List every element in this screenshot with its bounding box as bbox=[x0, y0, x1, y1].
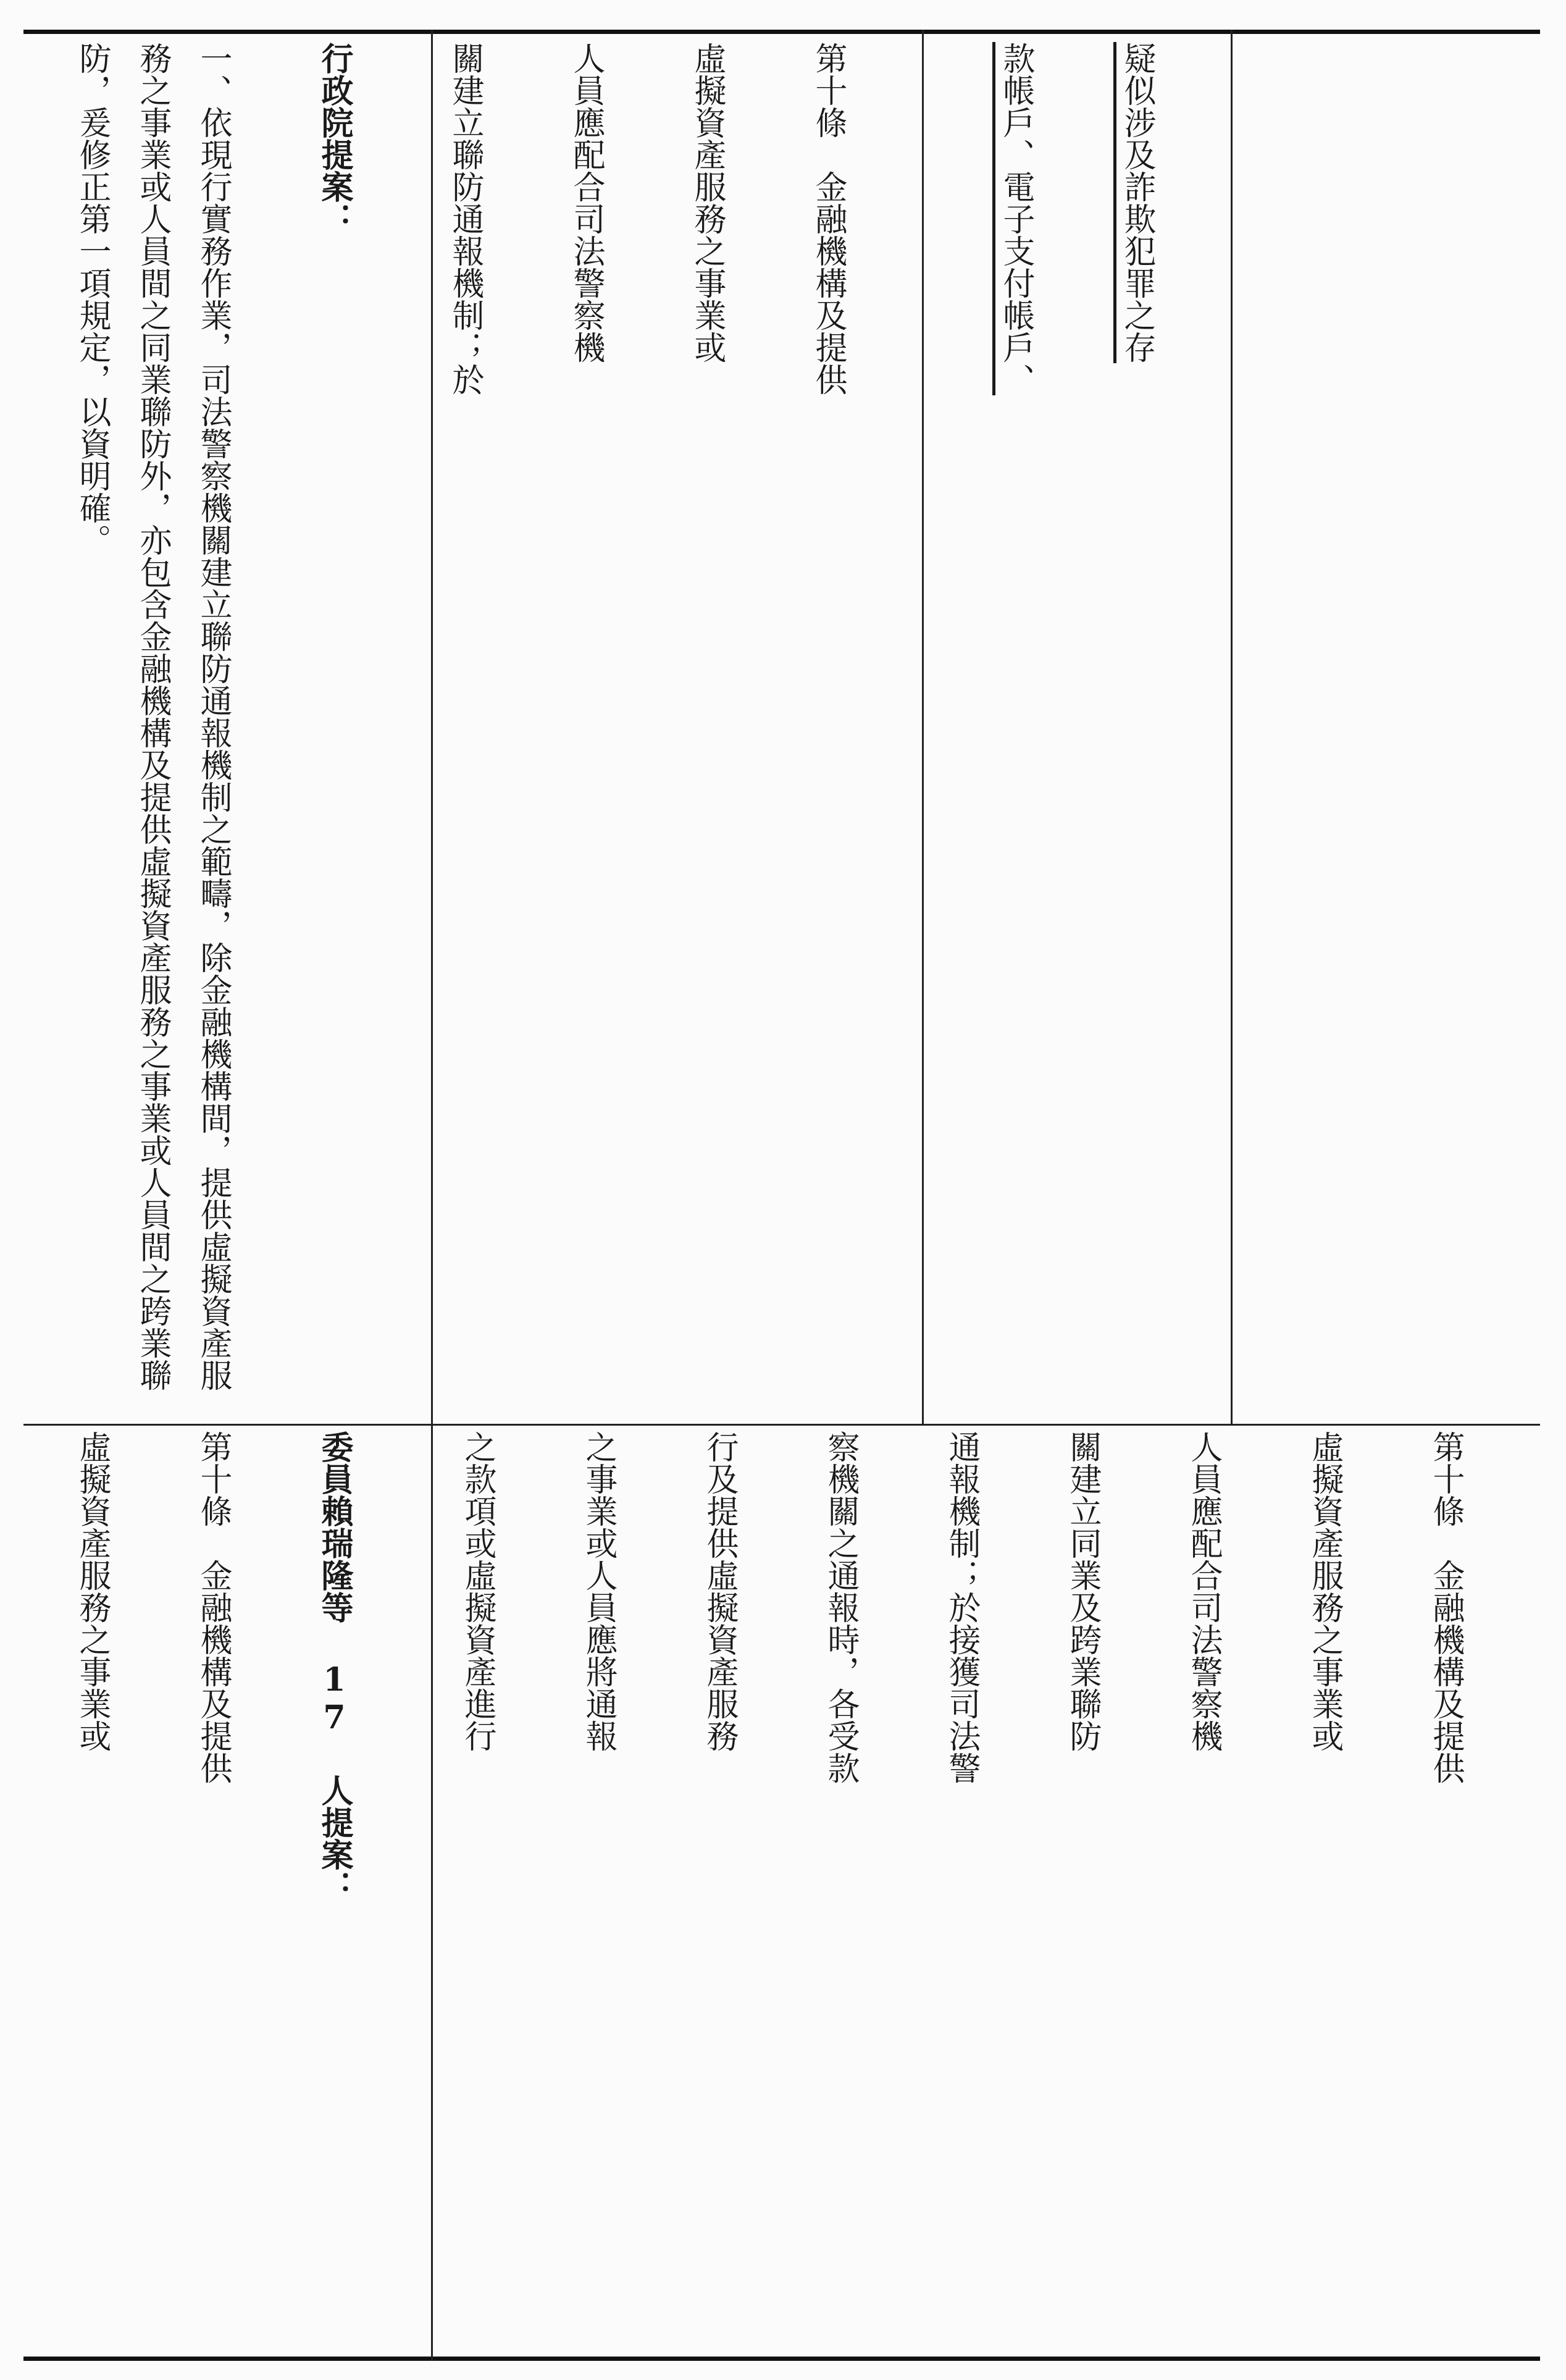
draft-line: 第十條 金融機構及提供 bbox=[1427, 1431, 1464, 1784]
col-divider-bottom-1 bbox=[431, 1424, 433, 2361]
row-divider-1 bbox=[23, 1424, 1540, 1426]
executive-item-1: 一、依現行實務作業，司法警察機關建立聯防通報機制之範疇，除金融機構間，提供虛擬資產服務之事業或人員間之同業聯防外，亦包含金融機構及提供虛擬資產服務之事業或人員間之跨業聯防，爰修正第一項規定，以資明確。 bbox=[73, 42, 232, 1391]
draft-line: 關建立同業及跨業聯防 bbox=[1064, 1431, 1101, 1752]
current-law-line: 第十條 金融機構及提供 bbox=[810, 42, 847, 395]
col-divider-top-2 bbox=[922, 30, 924, 1424]
comparison-table bbox=[23, 30, 1540, 2361]
committee-proposal-heading: 委員賴瑞隆等 17 人提案： bbox=[316, 1431, 353, 1903]
executive-draft-text bbox=[437, 1431, 1536, 2354]
committee-bottom-text bbox=[23, 1431, 425, 2354]
table-top-rule bbox=[23, 30, 1540, 34]
committee-top-text bbox=[928, 42, 1228, 1419]
cell-executive-top-text bbox=[23, 42, 425, 1419]
cell-current-law bbox=[437, 42, 919, 1419]
cell-executive-top bbox=[23, 42, 425, 1419]
current-law-text bbox=[437, 42, 919, 1419]
col-divider-top-3 bbox=[1231, 30, 1233, 1424]
draft-line: 行及提供虛擬資產服務 bbox=[701, 1431, 738, 1752]
current-law-line: 虛擬資產服務之事業或 bbox=[689, 42, 726, 363]
committee-line: 第十條 金融機構及提供 bbox=[195, 1431, 232, 1784]
committee-top-line: 疑似涉及詐欺犯罪之存 bbox=[1118, 42, 1155, 363]
draft-line: 之款項或虛擬資產進行 bbox=[459, 1431, 496, 1752]
cell-committee-bottom bbox=[23, 1431, 425, 2354]
current-law-line: 人員應配合司法警察機 bbox=[567, 42, 605, 363]
draft-line: 之事業或人員應將通報 bbox=[580, 1431, 617, 1752]
committee-line: 虛擬資產服務之事業或 bbox=[73, 1431, 111, 1752]
draft-line: 通報機制；於接獲司法警 bbox=[943, 1431, 980, 1784]
col-divider-top-1 bbox=[431, 30, 433, 1424]
cell-blank-top bbox=[1237, 42, 1533, 1419]
cell-committee-top bbox=[928, 42, 1228, 1419]
cell-executive-draft bbox=[437, 1431, 1536, 2354]
current-law-line: 關建立聯防通報機制；於 bbox=[446, 42, 484, 395]
executive-heading: 行政院提案： bbox=[316, 42, 353, 235]
table-bottom-rule bbox=[23, 2357, 1540, 2361]
committee-top-line: 款帳戶、電子支付帳戶、 bbox=[997, 42, 1034, 395]
draft-line: 察機關之通報時，各受款 bbox=[822, 1431, 859, 1784]
draft-line: 人員應配合司法警察機 bbox=[1185, 1431, 1222, 1752]
draft-line: 虛擬資產服務之事業或 bbox=[1306, 1431, 1343, 1752]
